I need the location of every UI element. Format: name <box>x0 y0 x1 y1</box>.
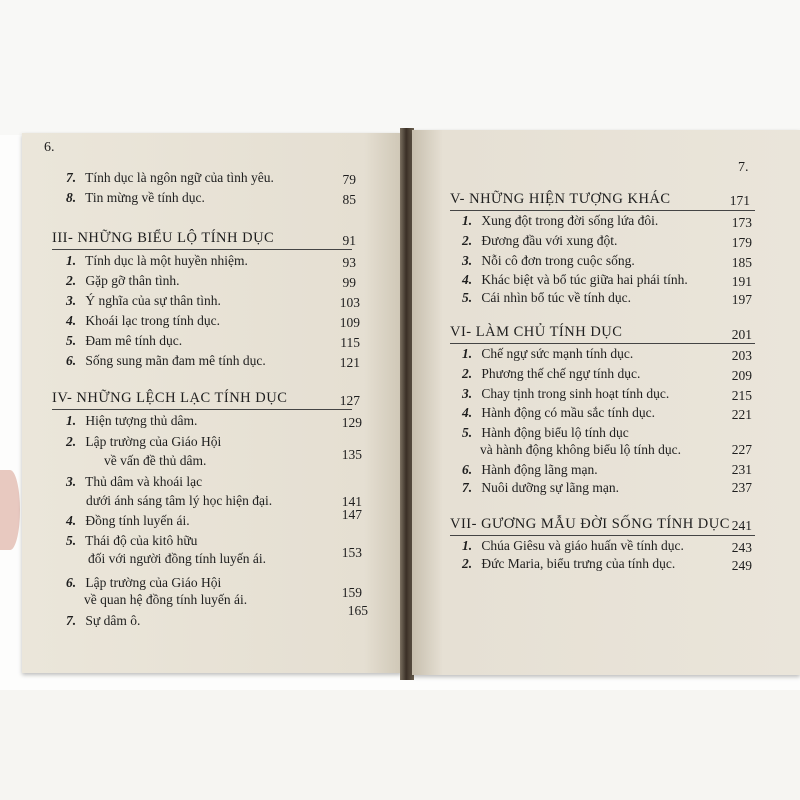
entry-number: 2. <box>66 273 77 288</box>
entry-title-line2: về vấn đề thủ dâm. <box>104 453 207 468</box>
entry-number: 3. <box>462 253 473 268</box>
section-rule <box>52 409 352 410</box>
entry-title: Lập trường của Giáo Hội <box>85 575 222 590</box>
entry-title-line2: về quan hệ đồng tính luyến ái. <box>84 592 248 607</box>
entry-title: Đương đầu với xung đột. <box>481 233 618 248</box>
entry-title: Hành động lãng mạn. <box>481 462 598 477</box>
entry-page: 179 <box>731 235 752 250</box>
entry-number: 1. <box>66 413 77 428</box>
entry-number: 4. <box>66 513 77 528</box>
toc-entry <box>66 413 197 429</box>
entry-title: Cái nhìn bổ túc về tính dục. <box>481 290 631 305</box>
entry-page: 129 <box>341 415 362 430</box>
entry-number: 1. <box>462 213 473 228</box>
section-heading: VII- GƯƠNG MẪU ĐỜI SỐNG TÍNH DỤC <box>450 516 730 532</box>
entry-page: 141 <box>341 494 362 509</box>
toc-entry <box>66 434 221 450</box>
entry-number: 6. <box>66 353 77 368</box>
entry-title: Lập trường của Giáo Hội <box>85 434 222 449</box>
entry-title: Gặp gỡ thân tình. <box>85 273 180 288</box>
section-rule <box>450 210 755 211</box>
entry-page: 103 <box>339 295 360 310</box>
entry-page: 121 <box>339 355 360 370</box>
toc-entry <box>66 170 274 186</box>
entry-page: 109 <box>339 315 360 330</box>
left-page-number: 6. <box>44 140 55 155</box>
section-page: 201 <box>731 327 752 342</box>
entry-number: 2. <box>462 366 473 381</box>
entry-number: 5. <box>462 425 473 440</box>
toc-entry <box>462 462 598 478</box>
entry-title: Sự dâm ô. <box>85 613 141 628</box>
entry-number: 5. <box>462 290 473 305</box>
entry-page: 231 <box>731 462 752 477</box>
entry-page: 115 <box>340 335 360 350</box>
toc-entry <box>66 293 221 309</box>
toc-entry <box>462 480 619 496</box>
section-rule <box>52 249 352 250</box>
entry-number: 7. <box>66 170 77 185</box>
background-top <box>0 0 800 135</box>
section-rule <box>450 343 755 344</box>
entry-page: 243 <box>731 540 752 555</box>
entry-number: 3. <box>66 293 77 308</box>
toc-entry <box>462 538 684 554</box>
right-page-number: 7. <box>738 160 749 175</box>
entry-title: Tin mừng về tính dục. <box>85 190 205 205</box>
entry-page: 221 <box>731 407 752 422</box>
entry-page: 215 <box>731 388 752 403</box>
entry-page: 85 <box>342 192 356 207</box>
toc-entry <box>462 346 633 362</box>
entry-page: 237 <box>731 480 752 495</box>
entry-number: 7. <box>66 613 77 628</box>
entry-page: 79 <box>342 172 356 187</box>
entry-title: Thái độ của kitô hữu <box>85 533 198 548</box>
entry-title: Hiện tượng thủ dâm. <box>85 413 198 428</box>
entry-number: 2. <box>66 434 77 449</box>
entry-title: Nuôi dưỡng sự lãng mạn. <box>481 480 620 495</box>
entry-page: 249 <box>731 558 752 573</box>
entry-number: 4. <box>66 313 77 328</box>
entry-title-line2: đối với người đồng tính luyến ái. <box>88 551 266 566</box>
toc-entry <box>66 575 221 591</box>
entry-number: 3. <box>66 474 77 489</box>
toc-entry <box>462 556 675 572</box>
toc-entry <box>66 353 266 369</box>
entry-number: 4. <box>462 405 473 420</box>
entry-page: 159 <box>341 585 362 600</box>
section-page: 241 <box>731 518 752 533</box>
entry-title: Khoái lạc trong tính dục. <box>85 313 220 328</box>
toc-entry <box>66 474 202 490</box>
entry-title: Tính dục là ngôn ngữ của tình yêu. <box>85 170 274 185</box>
toc-entry <box>66 313 220 329</box>
entry-title: Ý nghĩa của sự thân tình. <box>85 293 221 308</box>
entry-page: 147 <box>341 507 362 522</box>
section-rule <box>450 535 755 536</box>
section-heading: VI- LÀM CHỦ TÍNH DỤC <box>450 324 623 340</box>
toc-entry <box>66 190 205 206</box>
toc-entry <box>462 233 617 249</box>
entry-title: Phương thế chế ngự tính dục. <box>481 366 641 381</box>
toc-entry <box>462 425 629 441</box>
entry-page: 227 <box>731 442 752 457</box>
entry-page: 185 <box>731 255 752 270</box>
toc-entry <box>462 290 631 306</box>
toc-entry <box>462 405 655 421</box>
entry-title: Hành động biểu lộ tính dục <box>481 425 629 440</box>
entry-title: Đức Maria, biểu trưng của tính dục. <box>481 556 676 571</box>
toc-entry <box>66 273 180 289</box>
entry-number: 1. <box>66 253 77 268</box>
toc-entry <box>66 533 197 549</box>
entry-title: Hành động có mầu sắc tính dục. <box>481 405 655 420</box>
entry-number: 1. <box>462 538 473 553</box>
toc-entry <box>462 386 669 402</box>
background-bottom <box>0 690 800 800</box>
entry-page: 203 <box>731 348 752 363</box>
section-page: 127 <box>339 393 360 408</box>
entry-number: 1. <box>462 346 473 361</box>
toc-entry <box>66 613 140 629</box>
entry-title: Chúa Giêsu và giáo huấn về tính dục. <box>481 538 684 553</box>
entry-title: Đam mê tính dục. <box>85 333 183 348</box>
entry-page: 191 <box>731 274 752 289</box>
entry-title: Đồng tính luyến ái. <box>85 513 190 528</box>
entry-title: Xung đột trong đời sống lứa đôi. <box>481 213 659 228</box>
entry-page: 99 <box>342 275 356 290</box>
toc-entry <box>66 333 182 349</box>
entry-number: 3. <box>462 386 473 401</box>
entry-title-line2: dưới ánh sáng tâm lý học hiện đại. <box>86 493 273 508</box>
toc-entry <box>462 213 658 229</box>
section-page: 91 <box>342 233 356 248</box>
entry-title: Chay tịnh trong sinh hoạt tính dục. <box>481 386 670 401</box>
entry-title: Thủ dâm và khoái lạc <box>85 474 203 489</box>
entry-title: Sống sung mãn đam mê tính dục. <box>85 353 266 368</box>
toc-entry <box>462 366 640 382</box>
entry-title: Nỗi cô đơn trong cuộc sống. <box>481 253 635 268</box>
entry-page: 165 <box>347 603 368 618</box>
section-heading: V- NHỮNG HIỆN TƯỢNG KHÁC <box>450 191 671 207</box>
entry-title-line2: và hành động không biểu lộ tính dục. <box>480 442 681 457</box>
toc-entry <box>66 513 190 529</box>
toc-entry <box>66 253 248 269</box>
finger-edge <box>0 470 20 550</box>
section-heading: III- NHỮNG BIỂU LỘ TÍNH DỤC <box>52 230 275 246</box>
entry-title: Chế ngự sức mạnh tính dục. <box>481 346 634 361</box>
entry-page: 209 <box>731 368 752 383</box>
entry-number: 4. <box>462 272 473 287</box>
entry-number: 7. <box>462 480 473 495</box>
entry-page: 153 <box>341 545 362 560</box>
entry-number: 8. <box>66 190 77 205</box>
toc-entry <box>462 253 635 269</box>
entry-page: 173 <box>731 215 752 230</box>
entry-number: 5. <box>66 333 77 348</box>
entry-title: Tính dục là một huyền nhiệm. <box>85 253 248 268</box>
entry-page: 197 <box>731 292 752 307</box>
toc-entry <box>462 272 688 288</box>
entry-number: 6. <box>462 462 473 477</box>
entry-number: 5. <box>66 533 77 548</box>
entry-page: 93 <box>342 255 356 270</box>
section-heading: IV- NHỮNG LỆCH LẠC TÍNH DỤC <box>52 390 288 406</box>
entry-number: 6. <box>66 575 77 590</box>
entry-number: 2. <box>462 233 473 248</box>
entry-title: Khác biệt và bổ túc giữa hai phái tính. <box>481 272 688 287</box>
section-page: 171 <box>729 193 750 208</box>
entry-number: 2. <box>462 556 473 571</box>
entry-page: 135 <box>341 447 362 462</box>
